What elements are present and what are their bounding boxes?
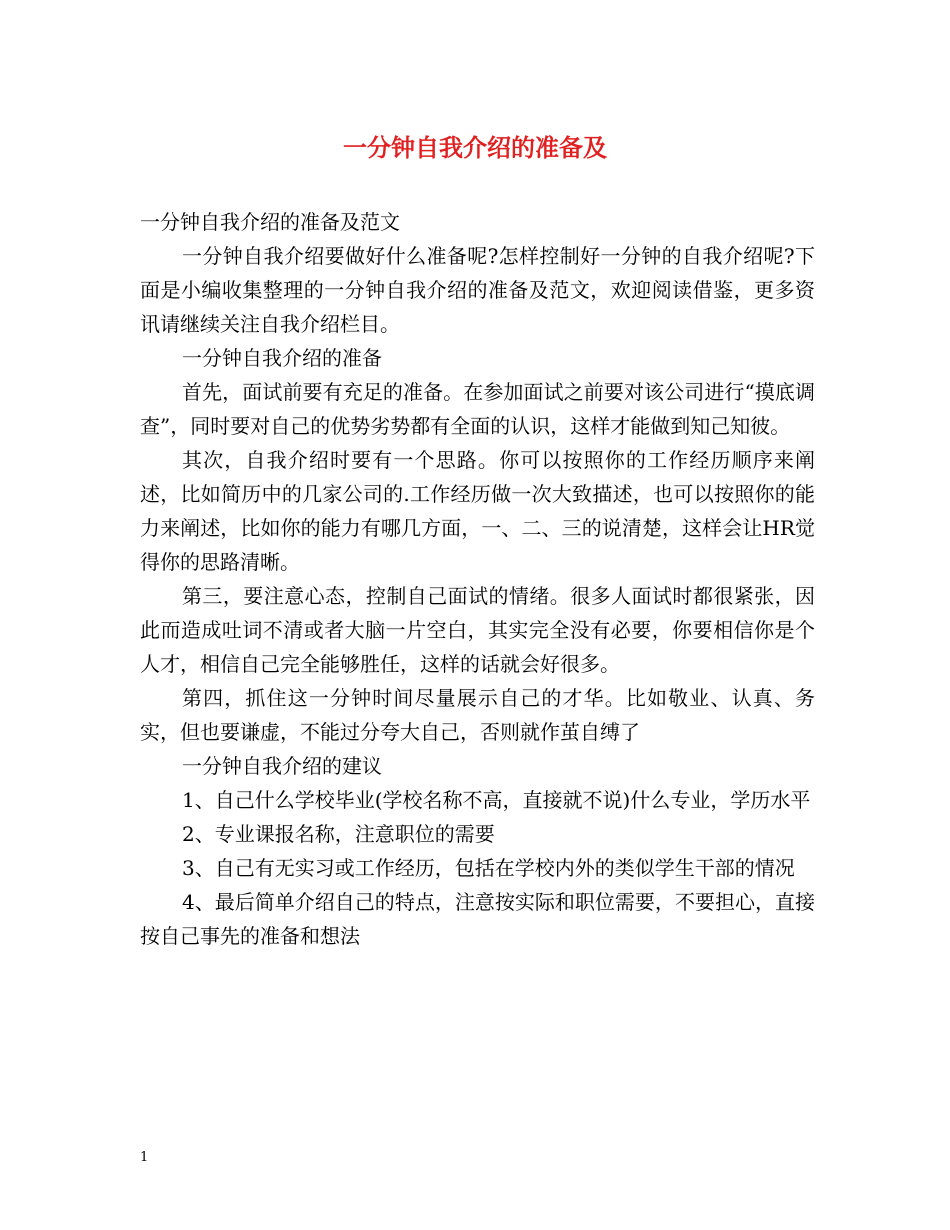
- suggestion-item-3: 3、自己有无实习或工作经历，包括在学校内外的类似学生干部的情况: [182, 856, 795, 880]
- page-number: 1: [140, 1150, 149, 1165]
- suggestion-item-4: 4、最后简单介绍自己的特点，注意按实际和职位需要，不要担心，直接按自己事先的准备和想法: [140, 890, 815, 948]
- paragraph-fourth: 第四，抓住这一分钟时间尽量展示自己的才华。比如敬业、认真、务实，但也要谦虚，不能过分夸大自己，否则就作茧自缚了: [140, 686, 815, 744]
- document-title: 一分钟自我介绍的准备及: [343, 133, 607, 162]
- paragraph-third: 第三，要注意心态，控制自己面试的情绪。很多人面试时都很紧张，因此而造成吐词不清或者大脑一片空白，其实完全没有必要，你要相信你是个人才，相信自己完全能够胜任，这样的话就会好很多。: [140, 584, 815, 676]
- suggestion-item-1: 1、自己什么学校毕业(学校名称不高，直接就不说)什么专业，学历水平: [182, 788, 811, 812]
- section-heading-preparation: 一分钟自我介绍的准备: [182, 346, 382, 370]
- suggestion-item-2: 2、专业课报名称，注意职位的需要: [182, 822, 495, 846]
- document-heading: 一分钟自我介绍的准备及范文: [140, 210, 400, 234]
- paragraph-intro: 一分钟自我介绍要做好什么准备呢?怎样控制好一分钟的自我介绍呢?下面是小编收集整理的一分钟自我介绍的准备及范文，欢迎阅读借鉴，更多资讯请继续关注自我介绍栏目。: [140, 244, 815, 336]
- document-body: [140, 205, 815, 953]
- paragraph-second: 其次，自我介绍时要有一个思路。你可以按照你的工作经历顺序来阐述，比如简历中的几家公司的.工作经历做一次大致描述，也可以按照你的能力来阐述，比如你的能力有哪几方面，一、二、三的说清楚，这样会让HR觉得你的思路清晰。: [140, 448, 815, 574]
- paragraph-first: 首先，面试前要有充足的准备。在参加面试之前要对该公司进行“摸底调查”，同时要对自己的优势劣势都有全面的认识，这样才能做到知己知彼。: [140, 380, 815, 438]
- section-heading-suggestions: 一分钟自我介绍的建议: [182, 754, 382, 778]
